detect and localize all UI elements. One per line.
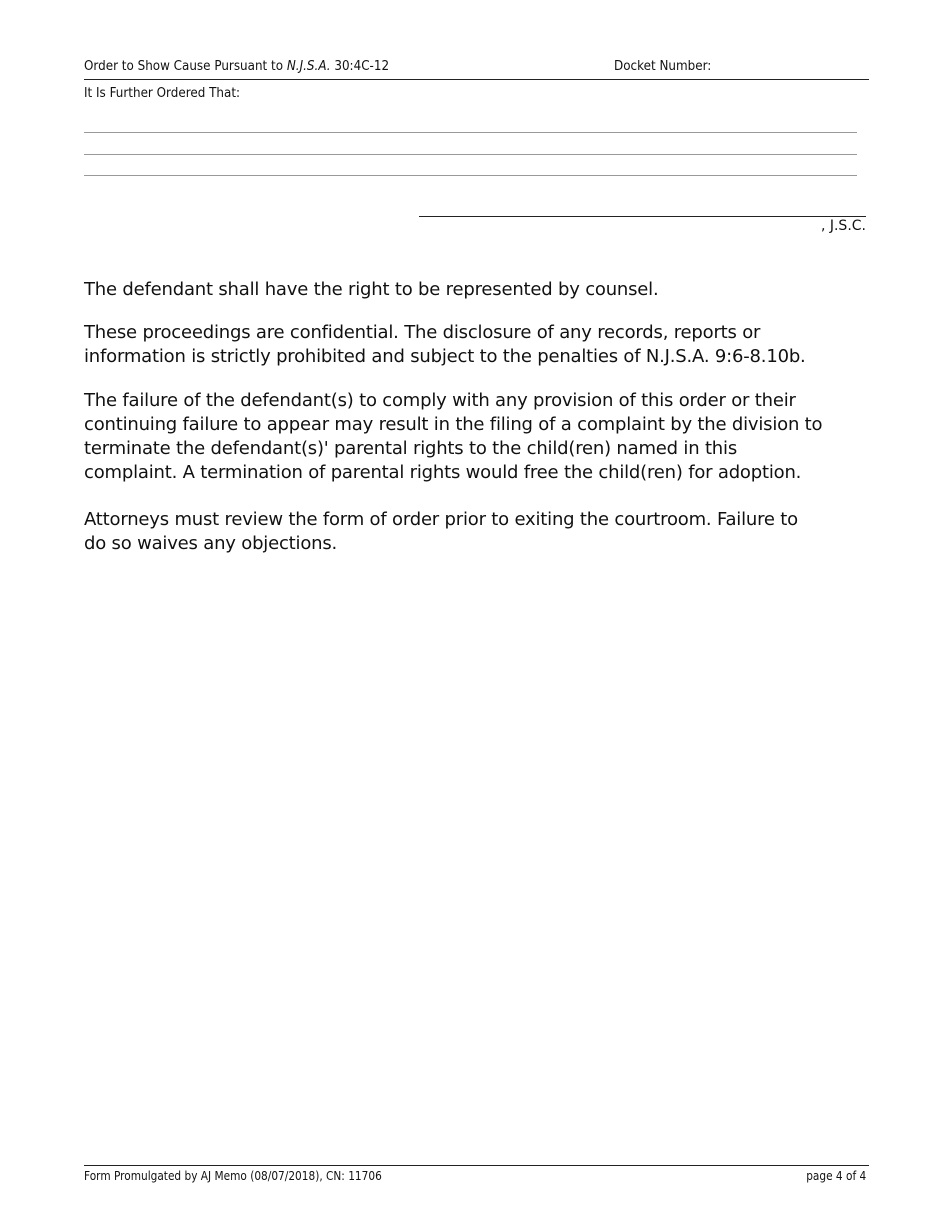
form-info: Form Promulgated by AJ Memo (08/07/2018), CN: 11706 xyxy=(84,1169,382,1183)
text-line: The defendant shall have the right to be represented by counsel. xyxy=(84,279,659,300)
order-heading: It Is Further Ordered That: xyxy=(84,86,241,101)
title-suffix: 30:4C-12 xyxy=(330,59,390,74)
document-title xyxy=(84,59,389,74)
text-line: These proceedings are confidential. The disclosure of any records, reports or xyxy=(84,322,761,343)
order-line-1[interactable] xyxy=(84,132,857,133)
jsc-label: , J.S.C. xyxy=(820,218,866,234)
title-prefix: Order to Show Cause Pursuant to xyxy=(84,59,287,74)
text-line: The failure of the defendant(s) to comply with any provision of this order or their xyxy=(84,390,796,411)
paragraph-failure-to-comply xyxy=(84,389,884,485)
docket-number-label: Docket Number: xyxy=(614,59,712,74)
header-divider xyxy=(84,79,869,80)
text-line: Attorneys must review the form of order prior to exiting the courtroom. Failure to xyxy=(84,509,798,530)
order-line-3[interactable] xyxy=(84,175,857,176)
paragraph-attorneys xyxy=(84,508,884,556)
judge-signature-line[interactable] xyxy=(419,216,866,217)
text-line: terminate the defendant(s)' parental rights to the child(ren) named in this xyxy=(84,438,737,459)
paragraph-counsel xyxy=(84,278,884,302)
text-line: information is strictly prohibited and subject to the penalties of N.J.S.A. 9:6-8.10b. xyxy=(84,346,806,367)
text-line: do so waives any objections. xyxy=(84,533,338,554)
text-line: complaint. A termination of parental rights would free the child(ren) for adoption. xyxy=(84,462,802,483)
text-line: continuing failure to appear may result in the filing of a complaint by the division to xyxy=(84,414,823,435)
footer-divider xyxy=(84,1165,869,1166)
paragraph-confidential xyxy=(84,321,884,369)
title-statute: N.J.S.A. xyxy=(286,59,331,74)
page-number: page 4 of 4 xyxy=(805,1169,866,1183)
order-line-2[interactable] xyxy=(84,154,857,155)
